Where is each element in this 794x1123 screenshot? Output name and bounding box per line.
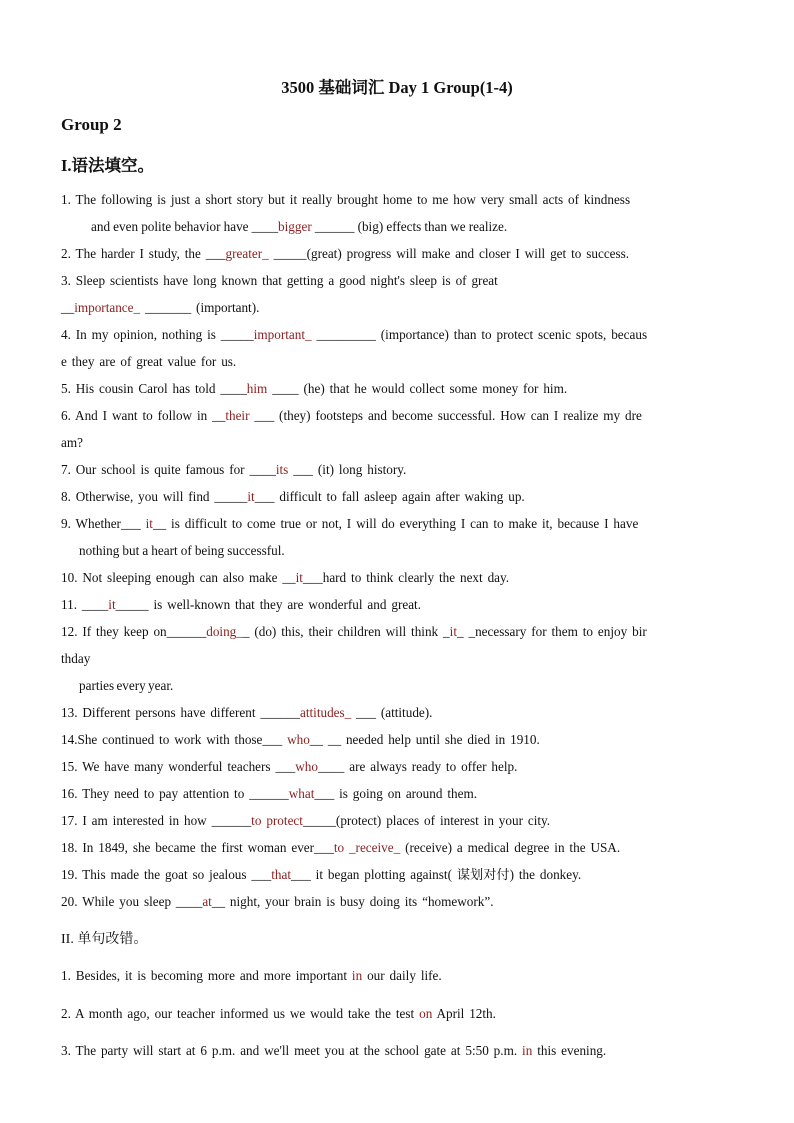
question-text: e they are of great value for us. bbox=[61, 354, 237, 369]
exercise-line bbox=[61, 839, 733, 857]
answer-text: who bbox=[287, 732, 310, 747]
answer-text: it bbox=[247, 489, 255, 504]
question-text: April 12th. bbox=[432, 1005, 496, 1021]
answer-text: on bbox=[419, 1005, 433, 1021]
answer-text: in bbox=[351, 968, 363, 983]
exercise-line bbox=[61, 353, 733, 371]
question-text: 7. Our school is quite famous for ____ bbox=[61, 462, 276, 477]
question-text: nothing but a heart of being successful. bbox=[79, 543, 285, 558]
exercise-line bbox=[61, 596, 733, 614]
answer-text: attitudes_ bbox=[299, 705, 352, 720]
question-text: 1. Besides, it is becoming more and more important bbox=[61, 968, 352, 983]
answer-text: him bbox=[246, 381, 268, 396]
answer-text: it bbox=[449, 624, 457, 639]
answer-text: to protect bbox=[251, 813, 303, 828]
question-text: ___ it began plotting against( 谋划对付) the donkey. bbox=[291, 867, 582, 882]
exercise-line bbox=[61, 785, 733, 803]
question-text: _____(great) progress will make and closer I will get to success. bbox=[268, 246, 630, 261]
question-text: and even polite behavior have ____ bbox=[91, 219, 279, 234]
question-text: 11. ____ bbox=[61, 597, 109, 612]
question-text: 4. In my opinion, nothing is _____ bbox=[61, 327, 254, 342]
question-text: _ (do) this, their children will think _ bbox=[242, 624, 450, 639]
answer-text: important_ bbox=[253, 327, 312, 342]
answer-text: what bbox=[288, 786, 315, 801]
exercise-line bbox=[61, 326, 733, 344]
exercise-line bbox=[61, 272, 733, 290]
question-text: ___ (it) long history. bbox=[288, 462, 407, 477]
question-text: 17. I am interested in how ______ bbox=[61, 813, 252, 828]
question-text: 18. In 1849, she became the first woman ever___ bbox=[61, 840, 334, 855]
answer-text: who bbox=[295, 759, 318, 774]
exercise-line bbox=[61, 812, 733, 830]
section-heading-fill-blank: I.语法填空。 bbox=[61, 156, 155, 175]
question-text: ___ is going on around them. bbox=[314, 786, 477, 801]
question-text: 20. While you sleep ____ bbox=[61, 894, 203, 909]
exercise-line bbox=[61, 650, 733, 668]
question-text: 9. Whether___ bbox=[61, 516, 146, 531]
answer-text: its bbox=[275, 462, 289, 477]
question-text: _______ (important). bbox=[140, 300, 260, 315]
question-text: 12. If they keep on______ bbox=[61, 624, 207, 639]
question-text: 3. Sleep scientists have long known that getting a good night's sleep is of great bbox=[61, 273, 498, 288]
exercise-line bbox=[91, 218, 763, 236]
answer-text: to _receive_ bbox=[333, 840, 401, 855]
question-text: this evening. bbox=[532, 1043, 607, 1058]
question-text: ___ (they) footsteps and become successful. How can I realize my dre bbox=[249, 408, 642, 423]
question-text: parties every year. bbox=[79, 678, 174, 693]
question-text: __ night, your brain is busy doing its “homework”. bbox=[211, 894, 494, 909]
answer-text: that bbox=[271, 867, 291, 882]
section-heading-correction: II. 单句改错。 bbox=[61, 932, 148, 947]
question-text: ______ (big) effects than we realize. bbox=[311, 219, 508, 234]
exercise-line bbox=[61, 461, 733, 479]
exercise-line bbox=[61, 758, 733, 776]
answer-text: at bbox=[202, 894, 212, 909]
answer-text: bigger bbox=[278, 219, 312, 234]
question-text: am? bbox=[61, 435, 83, 450]
question-text: _________ (importance) than to protect scenic spots, becaus bbox=[311, 327, 648, 342]
question-text: 2. The harder I study, the ___ bbox=[61, 246, 226, 261]
question-text: our daily life. bbox=[362, 968, 442, 983]
exercise-line bbox=[61, 1005, 733, 1023]
exercise-line bbox=[61, 515, 733, 533]
exercise-line bbox=[61, 893, 733, 911]
question-text: 6. And I want to follow in __ bbox=[61, 408, 226, 423]
question-text: 19. This made the goat so jealous ___ bbox=[61, 867, 272, 882]
question-text: __ is difficult to come true or not, I will do everything I can to make it, because I have bbox=[152, 516, 639, 531]
question-text: __ bbox=[61, 300, 75, 315]
answer-text: importance_ bbox=[74, 300, 141, 315]
question-text: _ _necessary for them to enjoy bir bbox=[456, 624, 647, 639]
exercise-line bbox=[79, 677, 751, 695]
exercise-line bbox=[61, 434, 733, 452]
question-text: __ __ needed help until she died in 1910. bbox=[309, 732, 540, 747]
question-text: 14.She continued to work with those___ bbox=[61, 732, 288, 747]
exercise-line bbox=[61, 1042, 733, 1060]
exercise-line bbox=[61, 704, 733, 722]
answer-text: their bbox=[225, 408, 250, 423]
question-text: ____ are always ready to offer help. bbox=[317, 759, 518, 774]
question-text: (receive) a medical degree in the USA. bbox=[400, 840, 621, 855]
question-text: ___ (attitude). bbox=[351, 705, 433, 720]
page-title: 3500 基础词汇 Day 1 Group(1-4) bbox=[281, 78, 513, 97]
exercise-line bbox=[61, 866, 733, 884]
exercise-line bbox=[61, 191, 733, 209]
exercise-line bbox=[61, 245, 733, 263]
answer-text: it bbox=[108, 597, 116, 612]
group-heading: Group 2 bbox=[61, 115, 122, 134]
exercise-line bbox=[61, 407, 733, 425]
exercise-line bbox=[61, 569, 733, 587]
answer-text: greater_ bbox=[225, 246, 269, 261]
question-text: thday bbox=[61, 651, 91, 666]
exercise-line bbox=[61, 967, 733, 985]
question-text: ___hard to think clearly the next day. bbox=[302, 570, 510, 585]
answer-text: it bbox=[295, 570, 303, 585]
exercise-line bbox=[61, 488, 733, 506]
answer-text: doing_ bbox=[206, 624, 243, 639]
question-text: 10. Not sleeping enough can also make __ bbox=[61, 570, 296, 585]
question-text: 5. His cousin Carol has told ____ bbox=[61, 381, 247, 396]
question-text: 1. The following is just a short story but it really brought home to me how very small acts of kindness bbox=[61, 192, 631, 207]
question-text: 3. The party will start at 6 p.m. and we'll meet you at the school gate at 5:50 p.m. bbox=[61, 1043, 523, 1058]
exercise-line bbox=[61, 380, 733, 398]
answer-text: it bbox=[145, 516, 153, 531]
question-text: 8. Otherwise, you will find _____ bbox=[61, 489, 248, 504]
exercise-line bbox=[61, 731, 733, 749]
question-text: ___ difficult to fall asleep again after waking up. bbox=[254, 489, 525, 504]
question-text: 13. Different persons have different ______ bbox=[61, 705, 300, 720]
question-text: _____(protect) places of interest in your city. bbox=[302, 813, 551, 828]
question-text: _____ is well-known that they are wonderful and great. bbox=[115, 597, 422, 612]
exercise-line bbox=[61, 299, 733, 317]
question-text: 2. A month ago, our teacher informed us we would take the test bbox=[61, 1005, 420, 1021]
question-text: 16. They need to pay attention to ______ bbox=[61, 786, 289, 801]
exercise-line bbox=[61, 623, 733, 641]
answer-text: in bbox=[522, 1043, 533, 1058]
question-text: ____ (he) that he would collect some money for him. bbox=[267, 381, 568, 396]
question-text: 15. We have many wonderful teachers ___ bbox=[61, 759, 296, 774]
exercise-line bbox=[79, 542, 751, 560]
